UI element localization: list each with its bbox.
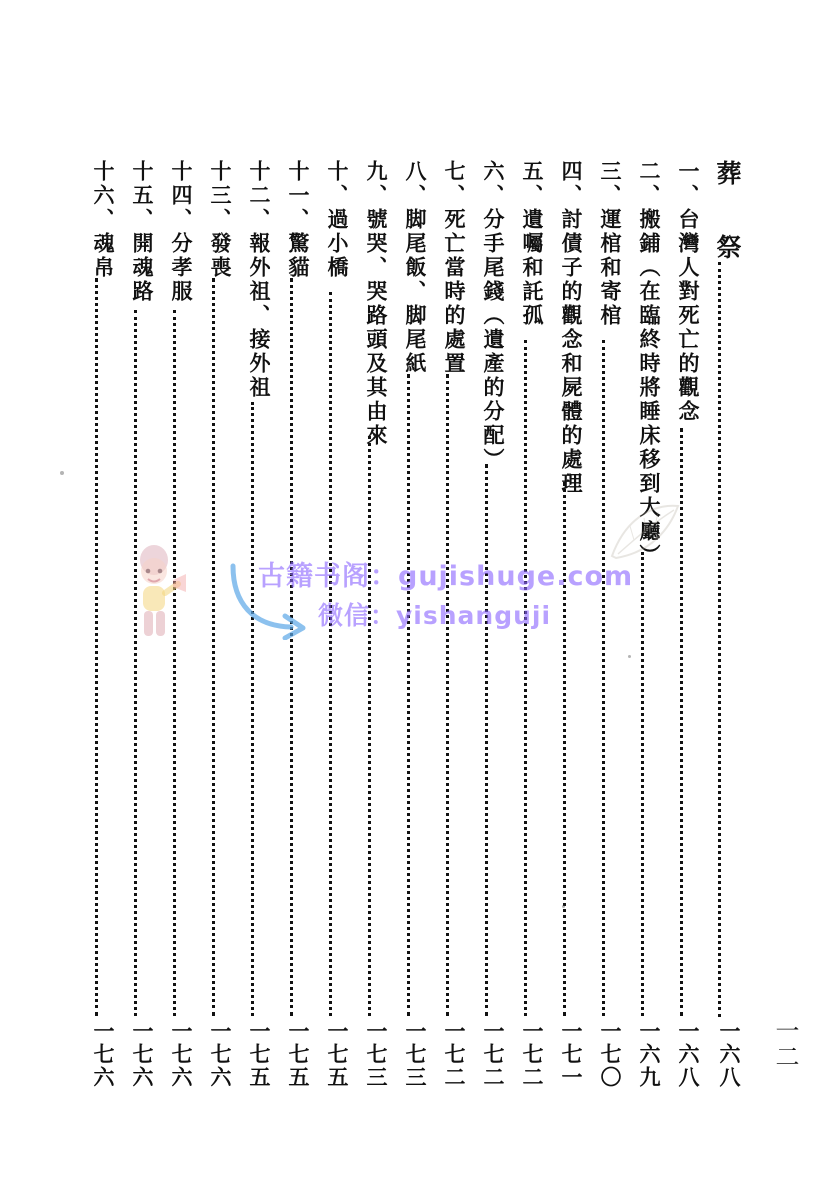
toc-entry-leader-dots — [212, 278, 215, 1016]
toc-entry-leader-dots — [95, 278, 98, 1016]
toc-entry-page-number: 一六九 — [637, 1020, 662, 1089]
toc-entry-page-number: 一七六 — [91, 1020, 116, 1089]
toc-entry — [353, 160, 387, 1090]
section-leader-dots — [718, 262, 721, 1017]
toc-entry-page-number: 一七二 — [442, 1020, 467, 1089]
toc-entry — [197, 160, 231, 1090]
toc-entry-page-number: 一七五 — [247, 1020, 272, 1089]
toc-entry-title: 十四、分孝服 — [169, 160, 194, 304]
toc-entry-title: 十二、報外祖、接外祖 — [247, 160, 272, 400]
toc-entry-title: 二、搬鋪（在臨終時將睡床移到大廳） — [637, 160, 662, 568]
toc-entry-title: 九、號哭、哭路頭及其由來 — [364, 160, 389, 448]
toc-entry-page-number: 一七二 — [520, 1020, 545, 1089]
toc-entry-leader-dots — [524, 340, 527, 1016]
toc-entry — [509, 160, 543, 1090]
toc-entry-page-number: 一七六 — [208, 1020, 233, 1089]
toc-entry-leader-dots — [251, 402, 254, 1016]
leaf-icon — [606, 498, 684, 564]
toc-entry — [80, 160, 114, 1090]
section-page-number: 一六八 — [717, 1020, 742, 1089]
paper-speck — [60, 471, 64, 475]
toc-entry-page-number: 一七五 — [325, 1020, 350, 1089]
toc-entry-title: 四、討債子的觀念和屍體的處理 — [559, 160, 584, 496]
section-title: 葬 祭 — [713, 160, 742, 269]
toc-entry — [626, 160, 660, 1090]
toc-entry-title: 三、運棺和寄棺 — [598, 160, 623, 328]
toc-entry — [275, 160, 309, 1090]
toc-entry — [470, 160, 504, 1090]
toc-entry-leader-dots — [446, 374, 449, 1016]
toc-entry-title: 十五、開魂路 — [130, 160, 155, 304]
watermark-site-text: 古籍书阁：gujishuge.com — [258, 561, 634, 592]
toc-entry-leader-dots — [134, 310, 137, 1016]
toc-entry-leader-dots — [290, 278, 293, 1016]
toc-entry-leader-dots — [173, 310, 176, 1016]
toc-entry-title: 十、過小橋 — [325, 160, 350, 280]
toc-entry — [548, 160, 582, 1090]
toc-entry-title: 一、台灣人對死亡的觀念 — [676, 160, 701, 424]
toc-entry-leader-dots — [329, 292, 332, 1016]
toc-entry-page-number: 一七三 — [403, 1020, 428, 1089]
toc-entry-title: 五、遺囑和託孤 — [520, 160, 545, 328]
toc-entry-page-number: 一七二 — [481, 1020, 506, 1089]
toc-entry-leader-dots — [641, 552, 644, 1016]
toc-entry — [392, 160, 426, 1090]
toc-entry-leader-dots — [602, 340, 605, 1016]
toc-entry-leader-dots — [563, 482, 566, 1016]
toc-entry — [665, 160, 699, 1090]
toc-entry-title: 八、脚尾飯、脚尾紙 — [403, 160, 428, 376]
toc-entry-leader-dots — [407, 374, 410, 1016]
toc-entry-leader-dots — [368, 436, 371, 1016]
toc-entry-title: 十六、魂帛 — [91, 160, 116, 280]
toc-entry-page-number: 一六八 — [676, 1020, 701, 1089]
toc-entry — [431, 160, 465, 1090]
toc-entry-leader-dots — [485, 464, 488, 1016]
paper-speck — [562, 905, 565, 908]
toc-entry — [119, 160, 153, 1090]
paper-speck — [628, 655, 631, 658]
toc-entry-page-number: 一七三 — [364, 1020, 389, 1089]
toc-entry — [314, 160, 348, 1090]
toc-entry — [236, 160, 270, 1090]
toc-entry-page-number: 一七六 — [169, 1020, 194, 1089]
toc-entry — [158, 160, 192, 1090]
toc-entry-title: 七、死亡當時的處置 — [442, 160, 467, 376]
toc-entry-title: 六、分手尾錢（遺產的分配） — [481, 160, 506, 472]
watermark-wechat-text: 微信：yishanguji — [318, 601, 552, 630]
toc-entry-page-number: 一七五 — [286, 1020, 311, 1089]
toc-entry-title: 十三、發喪 — [208, 160, 233, 280]
page-number: 一二 — [771, 1018, 799, 1070]
toc-entry-page-number: 一七六 — [130, 1020, 155, 1089]
toc-entry-page-number: 一七〇 — [598, 1020, 623, 1089]
toc-entry — [587, 160, 621, 1090]
toc-entry-page-number: 一七一 — [559, 1020, 584, 1089]
toc-entry-title: 十一、驚貓 — [286, 160, 311, 280]
